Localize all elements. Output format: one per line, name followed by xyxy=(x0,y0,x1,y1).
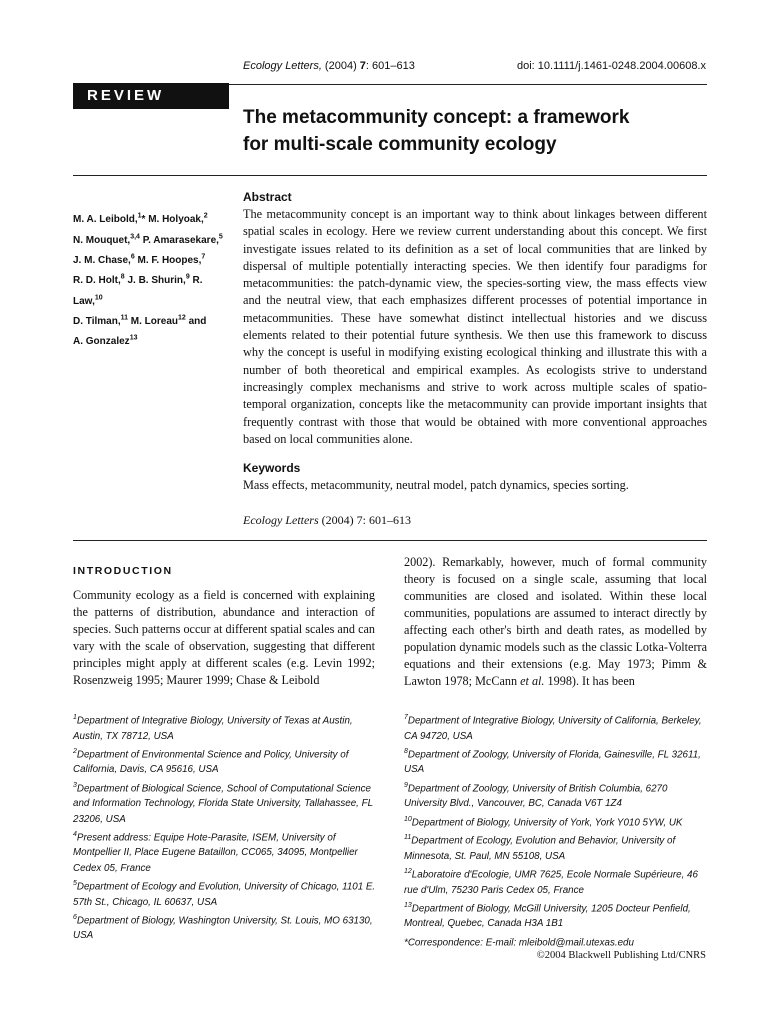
affiliation-number: 4 xyxy=(73,830,77,838)
affiliation-entry xyxy=(73,710,378,744)
author-affiliation-marker: 10 xyxy=(94,294,103,302)
author-name: J. B. Shurin, xyxy=(127,275,186,287)
article-type-label: REVIEW xyxy=(73,83,229,109)
section-rule xyxy=(73,540,707,541)
author-affiliation-marker: 1 xyxy=(137,213,142,220)
header-rule xyxy=(229,84,707,85)
author-list xyxy=(73,208,233,350)
author-name: R. D. Holt, xyxy=(73,275,121,287)
affiliation-entry xyxy=(404,864,707,898)
affiliation-text: Department of Ecology and Evolution, University of Chicago, 1101 E. 57th St., Chicago, IL 60637, USA xyxy=(73,881,376,908)
affiliation-text: Department of Environmental Science and Policy, University of California, Davis, CA 95616, USA xyxy=(73,749,349,776)
author-name: D. Tilman, xyxy=(73,315,121,327)
keywords-heading: Keywords xyxy=(243,461,301,475)
author xyxy=(138,255,206,266)
author xyxy=(73,336,137,347)
author-affiliation-marker: 12 xyxy=(178,314,186,322)
affiliations-right xyxy=(404,710,707,950)
title-line-1: The metacommunity concept: a framework xyxy=(243,107,630,128)
affiliation-number: 1 xyxy=(73,714,77,721)
journal-reference xyxy=(243,60,415,72)
journal-volume: 7 xyxy=(359,60,366,72)
author xyxy=(73,214,148,225)
author-name: M. Holyoak, xyxy=(148,214,204,226)
affiliation-text: *Correspondence: E-mail: mleibold@mail.utexas.edu xyxy=(404,936,634,948)
author-name: M. F. Hoopes, xyxy=(137,254,202,266)
affiliation-number: 3 xyxy=(73,781,77,789)
introduction-heading: INTRODUCTION xyxy=(73,565,173,577)
affiliation-number: 8 xyxy=(404,747,408,755)
affiliation-number: 5 xyxy=(73,880,77,888)
affiliation-entry xyxy=(404,830,707,864)
affiliation-text: Department of Biology, McGill University, 1205 Docteur Penfield, Montreal, Quebec, Canada H3A 1B1 xyxy=(404,903,691,930)
keywords-text: Mass effects, metacommunity, neutral model, patch dynamics, species sorting. xyxy=(243,478,629,492)
affiliation-number: 10 xyxy=(404,815,412,823)
author-name: M. Loreau xyxy=(130,315,179,327)
title-line-2: for multi-scale community ecology xyxy=(243,134,557,155)
citation-journal: Ecology Letters xyxy=(243,513,319,527)
affiliations-left xyxy=(73,710,378,944)
affiliation-text: Department of Integrative Biology, University of Texas at Austin, Austin, TX 78712, USA xyxy=(73,715,353,742)
journal-pages: : 601–613 xyxy=(365,60,415,72)
author-name: R. Law, xyxy=(73,275,203,307)
affiliation-number: 11 xyxy=(404,834,412,842)
affiliation-text: Department of Ecology, Evolution and Behavior, University of Minnesota, St. Paul, MN 55108, USA xyxy=(404,835,676,862)
author-affiliation-marker: 7 xyxy=(201,253,206,261)
author xyxy=(127,275,192,286)
abstract-heading: Abstract xyxy=(243,190,292,204)
citation xyxy=(243,513,411,528)
affiliation-text: Laboratoire d'Ecologie, UMR 7625, Ecole Normale Supérieure, 46 rue d'Ulm, 75230 Paris Cedex 05, France xyxy=(404,869,698,896)
affiliation-entry xyxy=(73,827,378,876)
title-rule xyxy=(73,175,707,176)
author xyxy=(131,316,207,327)
affiliation-text: Department of Biology, Washington University, St. Louis, MO 63130, USA xyxy=(73,915,373,942)
affiliation-text: Department of Zoology, University of British Columbia, 6270 University Blvd., Vancouver, BC, Canada V6T 1Z4 xyxy=(404,782,668,810)
author-affiliation-marker: 11 xyxy=(120,314,129,322)
author-name: J. M. Chase, xyxy=(73,254,131,266)
affiliation-entry xyxy=(73,876,378,910)
affiliation-entry xyxy=(404,812,707,831)
author-separator: * xyxy=(141,214,149,226)
affiliation-text: Department of Zoology, University of Florida, Gainesville, FL 32611, USA xyxy=(404,749,701,776)
author-name: N. Mouquet, xyxy=(73,234,131,246)
author xyxy=(73,275,127,286)
affiliation-text: Department of Biology, University of York, York Y010 5YW, UK xyxy=(411,816,683,828)
affiliation-text: Present address: Equipe Hote-Parasite, ISEM, University of Montpellier II, Place Eugene Bataillon, CC065, 34095, Montpellier Cedex 05, France xyxy=(73,832,358,874)
author xyxy=(73,255,138,266)
intro-right-text-b: 1998). It has been xyxy=(544,674,635,688)
journal-year: (2004) xyxy=(321,60,360,72)
introduction-column-right xyxy=(404,554,707,690)
affiliation-number: 7 xyxy=(404,714,408,721)
author-name: M. A. Leibold, xyxy=(73,214,138,226)
introduction-column-left: Community ecology as a field is concerned with explaining the patterns of distribution, abundance and interaction of species. Such patterns occur at different spatial scales and can vary with the scale of observation, suggesting that different principles might apply at different scales (e.g. Levin 1992; Rosenzweig 1995; Maurer 1999; Chase & Leibold xyxy=(73,588,375,687)
affiliation-number: 6 xyxy=(73,913,77,921)
author xyxy=(73,316,131,327)
citation-details: (2004) 7: 601–613 xyxy=(318,513,411,527)
affiliation-number: 12 xyxy=(404,868,412,875)
affiliation-entry xyxy=(73,910,378,944)
journal-name: Ecology Letters, xyxy=(243,60,322,72)
affiliation-entry xyxy=(73,744,378,778)
author-affiliation-marker: 8 xyxy=(120,273,125,281)
copyright-notice: ©2004 Blackwell Publishing Ltd/CNRS xyxy=(536,950,706,961)
doi: doi: 10.1111/j.1461-0248.2004.00608.x xyxy=(517,60,706,72)
abstract-text: The metacommunity concept is an important way to think about linkages between different spatial scales in ecology. Here we review current understanding about this concept. We first investigate issues related to its definition as a set of local communities that are linked by dispersal of multiple potentially interacting species. We then identify four paradigms for metacommunities: the patch-dynamic view, the species-sorting view, the mass effects view and the neutral view, that each emphasizes different processes of potential importance in metacommunities. These have somewhat distinct intellectual histories and we discuss elements related to their potential future synthesis. We then use this framework to discuss why the concept is useful in modifying existing ecological thinking and illustrate this with a number of both theoretical and empirical examples. As ecologists strive to understand increasingly complex mechanisms and strive to work across multiple scales of spatio-temporal organization, concepts like the metacommunity can provide important insights that frequently contrast with those that would be obtained with more conventional approaches based on local communities alone. xyxy=(243,207,707,446)
affiliation-text: Department of Integrative Biology, University of California, Berkeley, CA 94720, USA xyxy=(404,715,702,742)
author-affiliation-marker: 3,4 xyxy=(130,233,140,241)
affiliation-entry xyxy=(404,898,707,932)
affiliation-number: 13 xyxy=(404,901,412,909)
author xyxy=(73,235,143,246)
affiliation-entry xyxy=(404,778,707,812)
affiliation-number: 9 xyxy=(404,781,408,789)
author-affiliation-marker: 2 xyxy=(203,213,208,220)
affiliation-entry xyxy=(404,932,707,951)
affiliation-text: Department of Biological Science, School of Computational Science and Information Technology, Florida State University, Tallahassee, FL 23206, USA xyxy=(73,782,373,825)
article-title xyxy=(243,104,703,158)
author xyxy=(148,214,207,225)
affiliation-entry xyxy=(404,744,707,778)
author-affiliation-marker: 9 xyxy=(185,273,190,281)
author-affiliation-marker: 6 xyxy=(130,253,135,261)
affiliation-number: 2 xyxy=(73,747,77,755)
affiliation-entry xyxy=(73,778,378,827)
author xyxy=(143,235,223,246)
author-name: A. Gonzalez xyxy=(73,336,130,348)
affiliation-entry xyxy=(404,710,707,744)
author-affiliation-marker: 5 xyxy=(218,233,223,241)
author-name: P. Amarasekare, xyxy=(142,234,219,246)
intro-right-text-a: 2002). Remarkably, however, much of formal community theory is focused on a single scale, assuming that local communities are closed and isolated. Within these local communities, populations are assumed to interact directly by affecting each other's birth and death rates, as modelled by population dynamic models such as the classic Lotka-Volterra equations and their extensions (e.g. May 1973; Pimm & Lawton 1978; McCann xyxy=(404,555,707,688)
intro-right-italic: et al. xyxy=(520,674,545,688)
author-affiliation-marker: 13 xyxy=(129,334,138,342)
author-separator: and xyxy=(185,315,207,327)
